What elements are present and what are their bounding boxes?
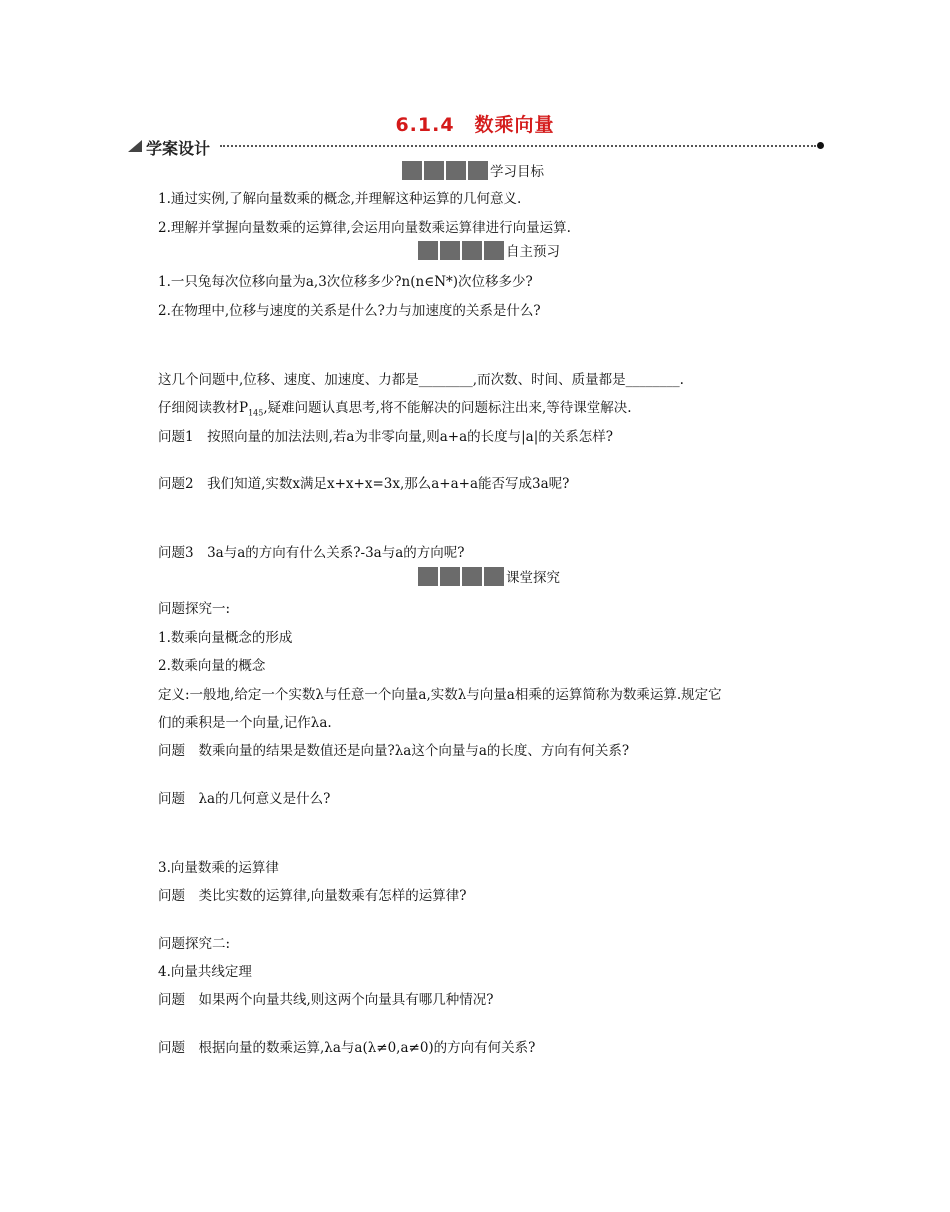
header-blocks [402,161,488,180]
section-banner [128,136,824,156]
section-title-preview: 自主预习 [506,244,560,260]
section-header-explore [418,566,560,586]
explore-question-1: 问题 数乘向量的结果是数值还是向量?λa这个向量与a的长度、方向有何关系? [158,743,630,759]
banner-label: 学案设计 [146,139,211,158]
goal-item: 2.理解并掌握向量数乘的运算律,会运用向量数乘运算律进行向量运算. [158,220,571,236]
explore-item-2: 2.数乘向量的概念 [158,658,266,674]
preview-question-1: 1.一只兔每次位移向量为a,3次位移多少?n(n∈N*)次位移多少? [158,274,533,290]
banner-end-dot-icon [817,142,824,149]
banner-triangle-icon [128,140,142,152]
preview-note-2 [158,396,632,418]
note-text-a: 仔细阅读教材P [158,400,249,416]
preview-question-2: 2.在物理中,位移与速度的关系是什么?力与加速度的关系是什么? [158,303,541,319]
section-title-explore: 课堂探究 [506,570,560,586]
section-header-goals [402,160,544,180]
definition-line-2: 们的乘积是一个向量,记作λa. [158,715,332,731]
preview-problem-1: 问题1 按照向量的加法法则,若a为非零向量,则a+a的长度与|a|的关系怎样? [158,429,614,445]
preview-problem-3: 问题3 3a与a的方向有什么关系?-3a与a的方向呢? [158,545,465,561]
explore-question-5: 问题 根据向量的数乘运算,λa与a(λ≠0,a≠0)的方向有何关系? [158,1040,536,1056]
explore-item-1: 1.数乘向量概念的形成 [158,630,293,646]
preview-note-1: 这几个问题中,位移、速度、加速度、力都是________,而次数、时间、质量都是________. [158,372,684,388]
note-text-b: ,疑难问题认真思考,将不能解决的问题标注出来,等待课堂解决. [263,400,632,416]
preview-problem-2: 问题2 我们知道,实数x满足x+x+x=3x,那么a+a+a能否写成3a呢? [158,476,570,492]
note-page-number: 145 [248,408,264,418]
definition-line-1: 定义:一般地,给定一个实数λ与任意一个向量a,实数λ与向量a相乘的运算简称为数乘运算.规定它 [158,687,722,703]
section-header-preview [418,240,560,260]
explore-question-3: 问题 类比实数的运算律,向量数乘有怎样的运算律? [158,888,467,904]
explore-heading-1: 问题探究一: [158,601,231,617]
banner-divider [220,145,816,147]
explore-question-4: 问题 如果两个向量共线,则这两个向量具有哪几种情况? [158,992,494,1008]
goal-item: 1.通过实例,了解向量数乘的概念,并理解这种运算的几何意义. [158,191,522,207]
header-blocks [418,567,504,586]
explore-question-2: 问题 λa的几何意义是什么? [158,791,331,807]
explore-heading-2: 问题探究二: [158,936,231,952]
explore-item-3: 3.向量数乘的运算律 [158,860,279,876]
section-title-goals: 学习目标 [490,164,544,180]
explore-item-4: 4.向量共线定理 [158,964,252,980]
header-blocks [418,241,504,260]
page-title: 6.1.4 数乘向量 [395,114,555,136]
